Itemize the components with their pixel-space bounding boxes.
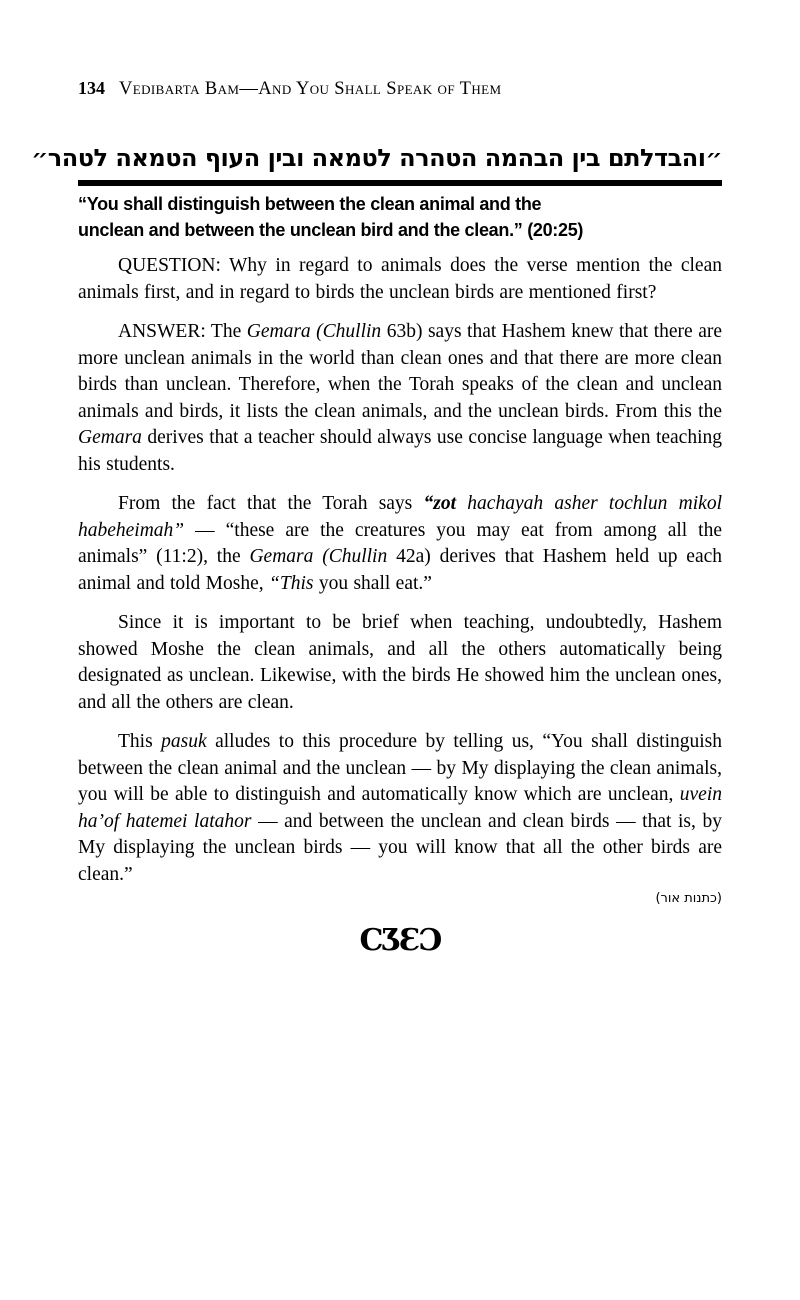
paragraph bbox=[78, 491, 722, 597]
text-run: Gemara (Chullin bbox=[249, 546, 388, 567]
text-run: QUESTION: Why in regard to animals does the verse mention the clean animals first, and in regard to birds the unclean birds are mentioned first? bbox=[78, 255, 722, 303]
verse-translation-line1: “You shall distinguish between the clean animal and the bbox=[78, 194, 542, 214]
running-head bbox=[78, 78, 722, 99]
text-run: alludes to this procedure by telling us, “You shall distinguish between the clean animal and the unclean — by My displaying the clean animals, you will be able to distinguish and automatically know which are unclean, bbox=[78, 731, 723, 805]
text-run: ANSWER: The bbox=[118, 321, 247, 342]
hebrew-verse-heading: ״והבדלתם בין הבהמה הטהרה לטמאה ובין העוף הטמאה לטהר״ bbox=[31, 144, 722, 172]
text-run: pasuk bbox=[161, 731, 207, 752]
paragraph bbox=[78, 319, 722, 478]
text-run: “This bbox=[269, 572, 314, 594]
commentary-body bbox=[78, 253, 722, 888]
source-attribution: (כתנות אור) bbox=[655, 891, 722, 906]
section-end-ornament bbox=[78, 924, 722, 958]
verse-translation bbox=[78, 191, 722, 243]
text-run: This bbox=[118, 731, 162, 752]
text-run: Gemara (Chullin bbox=[246, 321, 382, 342]
text-run: From the fact that the Torah says bbox=[118, 493, 424, 514]
scroll-fleuron-icon: CƷƐƆ bbox=[359, 923, 441, 958]
text-run: 42a) derives that Hashem held up each animal and told Moshe, bbox=[78, 546, 723, 594]
page-number: 134 bbox=[78, 78, 105, 98]
text-run: — and between the unclean and clean birds — that is, by My displaying the unclean birds — you will know that all the other birds are clean.” bbox=[78, 810, 722, 885]
text-run: 63b) says that Hashem knew that there are more unclean animals in the world than clean ones and that there are more clean birds than unclean. Therefore, when the Torah speaks of the clean and unclean animals and birds, it lists the clean animals, and the unclean birds. From this the bbox=[78, 321, 723, 422]
paragraph bbox=[78, 610, 722, 716]
verse-translation-line2: unclean and between the unclean bird and the clean.” (20:25) bbox=[78, 220, 584, 240]
text-run: Gemara bbox=[78, 427, 142, 448]
paragraph bbox=[78, 253, 722, 306]
text-run: uvein ha’of hatemei latahor bbox=[78, 784, 722, 832]
paragraph bbox=[78, 729, 722, 888]
text-run: hachayah asher tochlun mikol habeheimah” bbox=[78, 493, 722, 541]
running-title: Vedibarta Bam—And You Shall Speak of Them bbox=[119, 79, 502, 99]
text-run: “zot bbox=[423, 493, 457, 514]
divider-rule bbox=[78, 180, 722, 186]
text-run: — “these are the creatures you may eat from among all the animals” (11:2), the bbox=[78, 519, 722, 567]
text-run: Since it is important to be brief when teaching, undoubtedly, Hashem showed Moshe the clean animals, and all the others automatically being designated as unclean. Likewise, with the birds He showed him the unclean ones, and all the others are clean. bbox=[78, 612, 722, 713]
text-run: derives that a teacher should always use concise language when teaching his students. bbox=[78, 427, 722, 475]
text-run: you shall eat.” bbox=[313, 572, 432, 594]
